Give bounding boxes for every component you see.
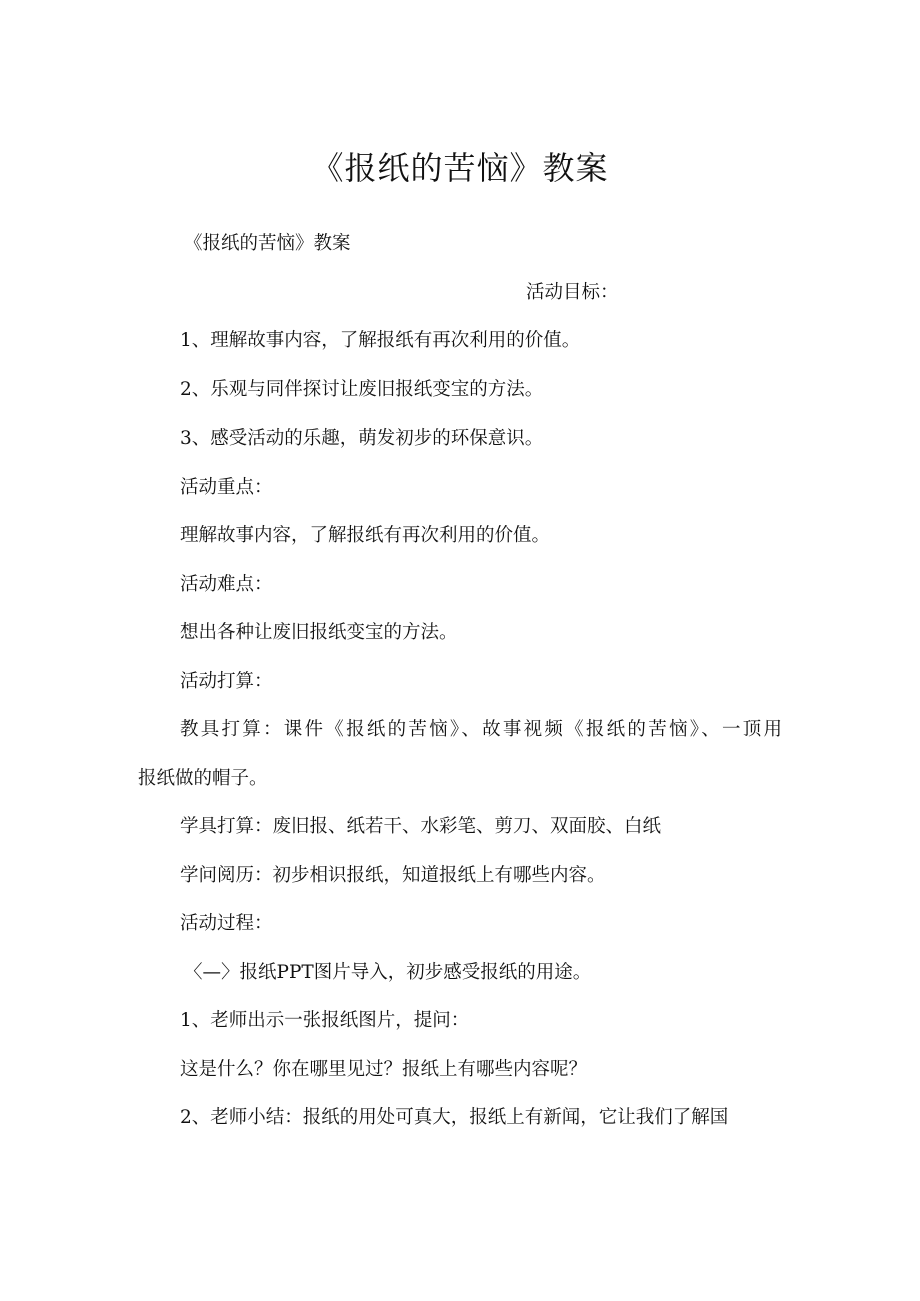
paragraph-line: 学具打算：废旧报、纸若干、水彩笔、剪刀、双面胶、白纸 <box>180 816 662 837</box>
paragraph-line: 1、老师出示一张报纸图片，提问： <box>180 1010 470 1031</box>
paragraph-line: 〈—〉报纸PPT图片导入，初步感受报纸的用途。 <box>184 962 592 983</box>
paragraph-line: 理解故事内容，了解报纸有再次利用的价值。 <box>180 525 551 546</box>
document-subtitle: 《报纸的苦恼》教案 <box>184 233 351 254</box>
document-title: 《报纸的苦恼》教案 <box>311 149 609 187</box>
section-heading-focus: 活动重点： <box>180 477 273 498</box>
paragraph-line: 2、乐观与同伴探讨让废旧报纸变宝的方法。 <box>180 379 544 400</box>
section-heading-preparation: 活动打算： <box>180 671 273 692</box>
paragraph-line: 想出各种让废旧报纸变宝的方法。 <box>180 622 458 643</box>
section-heading-process: 活动过程： <box>180 913 273 934</box>
paragraph-line: 这是什么？你在哪里见过？报纸上有哪些内容呢？ <box>180 1059 588 1080</box>
paragraph-line: 报纸做的帽子。 <box>138 768 268 789</box>
paragraph-line: 2、老师小结：报纸的用处可真大，报纸上有新闻，它让我们了解国 <box>180 1107 729 1128</box>
section-heading-difficulty: 活动难点： <box>180 574 273 595</box>
section-heading-goals: 活动目标： <box>526 282 619 303</box>
paragraph-line: 学问阅历：初步相识报纸，知道报纸上有哪些内容。 <box>180 865 606 886</box>
paragraph-line: 1、理解故事内容，了解报纸有再次利用的价值。 <box>180 330 581 351</box>
paragraph-line: 3、感受活动的乐趣，萌发初步的环保意识。 <box>180 428 544 449</box>
paragraph-line: 教具打算：课件《报纸的苦恼》、故事视频《报纸的苦恼》、一顶用 <box>180 719 782 740</box>
